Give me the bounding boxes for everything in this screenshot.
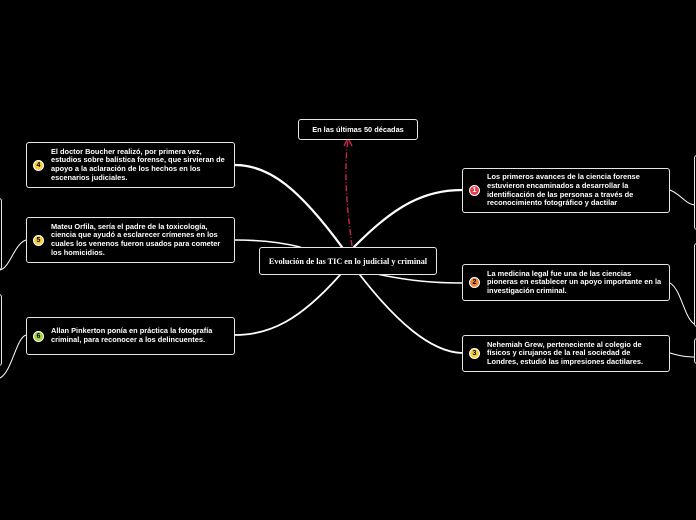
branch-1 (354, 190, 462, 247)
topic-4[interactable] (26, 142, 235, 188)
number-3-icon: 3 (469, 348, 480, 359)
floating-topic-label: En las últimas 50 décadas (312, 125, 404, 134)
number-5-icon: 5 (33, 235, 44, 246)
branch-3 (360, 275, 462, 353)
number-6-icon: 6 (33, 331, 44, 342)
branch-6 (235, 275, 340, 335)
sub-branch-2 (670, 283, 696, 325)
floating-topic[interactable] (298, 119, 418, 140)
topic-6[interactable] (26, 317, 235, 355)
topic-2[interactable] (462, 264, 670, 301)
topic-5-text: Mateu Orfila, sería el padre de la toxicología, ciencia que ayudó a esclarecer crímenes en los cuales los venenos fueron usados para cometer los homicidios. (51, 221, 221, 257)
central-topic-label: Evolución de las TIC en lo judicial y criminal (268, 256, 428, 266)
number-4-icon: 4 (33, 160, 44, 171)
number-1-icon: 1 (469, 185, 480, 196)
relationship-line (346, 140, 352, 246)
number-2-icon: 2 (469, 277, 480, 288)
branch-5 (235, 240, 300, 247)
topic-1-text: Los primeros avances de la ciencia forense estuvieron encaminados a desarrollar la identificación de las personas a través de reconocimiento fotográfico y dactilar (487, 172, 640, 208)
topic-4-text: El doctor Boucher realizó, por primera vez, estudios sobre balística forense, que sirvieran de apoyo a la aclaración de los hechos en los escenarios judiciales. (51, 146, 225, 182)
sub-branch-5 (0, 240, 26, 270)
topic-5[interactable] (26, 217, 235, 263)
branch-4 (235, 165, 342, 247)
topic-1[interactable] (462, 168, 670, 213)
subnode-stub[interactable] (0, 198, 2, 270)
central-topic[interactable] (259, 247, 437, 275)
topic-2-text: La medicina legal fue una de las ciencias pioneras en establecer un apoyo importante en la investigación criminal. (487, 268, 662, 295)
sub-branch-3 (670, 353, 696, 357)
sub-branch-6 (0, 335, 26, 378)
topic-3-text: Nehemiah Grew, perteneciente al colegio de físicos y cirujanos de la real sociedad de Londres, estudió las impresiones dactilares. (487, 339, 644, 366)
sub-branch-1 (670, 190, 696, 205)
topic-6-text: Allan Pinkerton ponía en práctica la fotografía criminal, para reconocer a los delincuentes. (51, 326, 213, 344)
topic-3[interactable] (462, 335, 670, 372)
subnode-stub[interactable] (0, 294, 2, 366)
